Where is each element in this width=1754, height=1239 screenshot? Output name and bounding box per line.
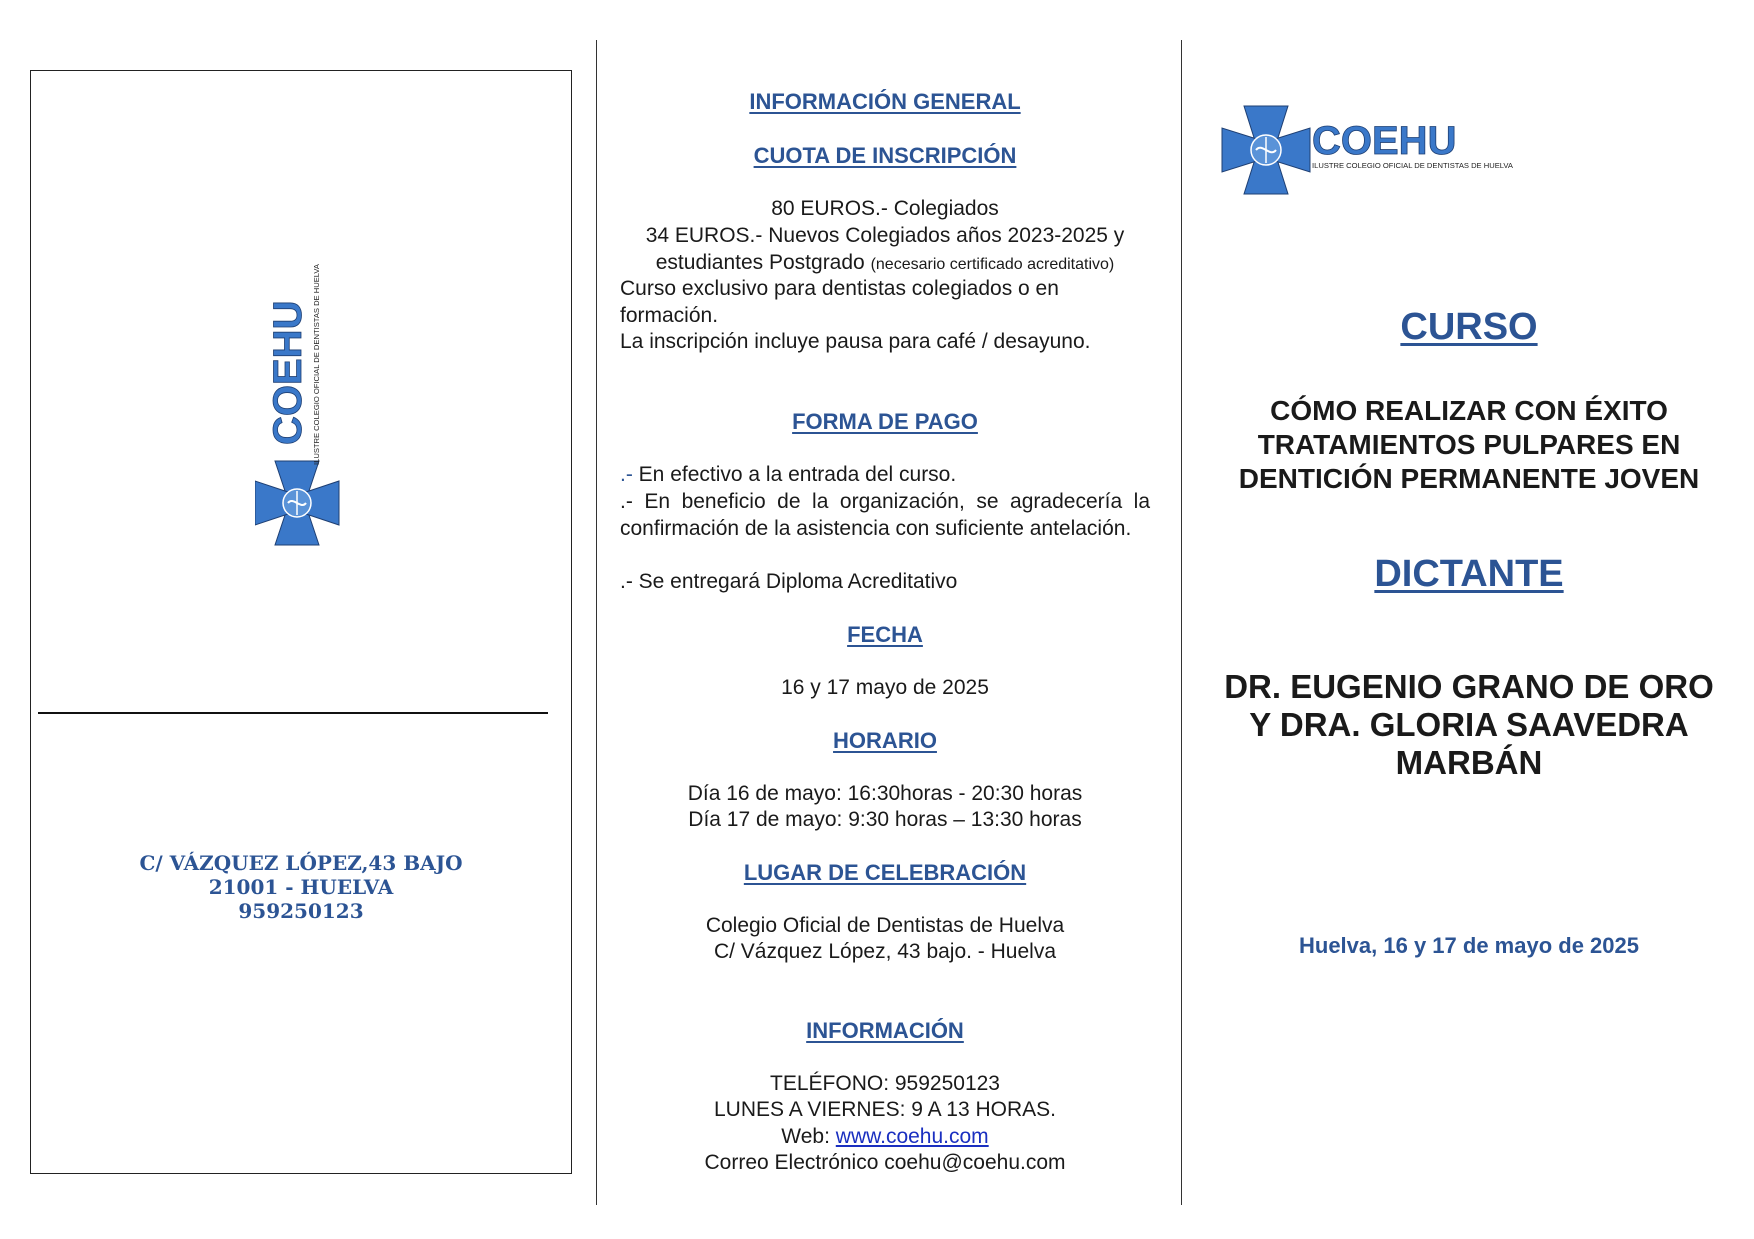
- heading-informacion-general: INFORMACIÓN GENERAL: [749, 89, 1021, 114]
- column-separator-left: [596, 40, 597, 1205]
- course-exclusive-note: Curso exclusivo para dentistas colegiados o en formación.: [620, 277, 1059, 327]
- logo-subtitle-text: ILUSTRE COLEGIO OFICIAL DE DENTISTAS DE HUELVA: [312, 264, 321, 465]
- maltese-cross-icon: [1222, 106, 1310, 194]
- left-panel-frame: [30, 70, 572, 1174]
- speaker-line3: MARBÁN: [1395, 744, 1543, 781]
- logo-brand-text: COEHU: [266, 300, 310, 445]
- fee-estudiantes-main: estudiantes Postgrado: [655, 251, 865, 274]
- payment-item-confirmation: .- En beneficio de la organización, se agradecería la confirmación de la asistencia con suficiente antelación.: [620, 490, 1150, 540]
- fee-nuevos-colegiados: 34 EUROS.- Nuevos Colegiados años 2023-2025 y: [645, 224, 1125, 247]
- heading-forma-de-pago: FORMA DE PAGO: [792, 409, 978, 434]
- coehu-logo-horizontal: [1216, 100, 1566, 200]
- maltese-cross-icon: [255, 461, 339, 545]
- web-label: Web:: [781, 1125, 830, 1148]
- address-phone: 959250123: [238, 899, 364, 923]
- course-title-line3: DENTICIÓN PERMANENTE JOVEN: [1238, 463, 1700, 494]
- fee-estudiantes: [620, 250, 1150, 279]
- heading-informacion: INFORMACIÓN: [806, 1018, 964, 1043]
- schedule-day-17: Día 17 de mayo: 9:30 horas – 13:30 horas: [688, 808, 1082, 831]
- heading-dictante: DICTANTE: [1374, 553, 1564, 595]
- course-title-line2: TRATAMIENTOS PULPARES EN: [1257, 429, 1681, 460]
- venue-name: Colegio Oficial de Dentistas de Huelva: [705, 914, 1065, 937]
- heading-cuota-inscripcion: CUOTA DE INSCRIPCIÓN: [753, 143, 1017, 168]
- logo-brand-text: COEHU: [1312, 119, 1457, 163]
- fee-colegiados: 80 EUROS.- Colegiados: [771, 197, 999, 220]
- heading-fecha: FECHA: [847, 622, 923, 647]
- payment-item-diploma: .- Se entregará Diploma Acreditativo: [620, 570, 958, 593]
- speaker-line2: Y DRA. GLORIA SAAVEDRA: [1249, 706, 1689, 743]
- speaker-line1: DR. EUGENIO GRANO DE ORO: [1224, 668, 1714, 705]
- registration-includes-note: La inscripción incluye pausa para café / desayuno.: [620, 330, 1091, 353]
- coehu-logo-vertical: [255, 245, 340, 550]
- column-separator-right: [1181, 40, 1182, 1205]
- address-line-city: 21001 - HUELVA: [208, 875, 394, 899]
- contact-web: [620, 1124, 1150, 1151]
- payment-item-cash-text: En efectivo a la entrada del curso.: [638, 463, 957, 486]
- website-link[interactable]: www.coehu.com: [835, 1125, 989, 1148]
- divider-line: [38, 712, 548, 714]
- heading-lugar-celebracion: LUGAR DE CELEBRACIÓN: [743, 860, 1027, 885]
- contact-phone: TELÉFONO: 959250123: [770, 1072, 1000, 1095]
- footer-date: Huelva, 16 y 17 de mayo de 2025: [1299, 933, 1639, 958]
- logo-subtitle-text: ILUSTRE COLEGIO OFICIAL DE DENTISTAS DE HUELVA: [1312, 161, 1513, 170]
- address-line-street: C/ VÁZQUEZ LÓPEZ,43 BAJO: [139, 851, 463, 875]
- payment-item-cash: [620, 462, 1150, 489]
- contact-hours: LUNES A VIERNES: 9 A 13 HORAS.: [714, 1098, 1056, 1121]
- course-title-line1: CÓMO REALIZAR CON ÉXITO: [1270, 395, 1668, 426]
- fee-estudiantes-note: (necesario certificado acreditativo): [870, 256, 1115, 273]
- heading-curso: CURSO: [1400, 306, 1538, 348]
- heading-horario: HORARIO: [833, 728, 937, 753]
- payment-item-marker: .-: [620, 463, 633, 486]
- schedule-day-16: Día 16 de mayo: 16:30horas - 20:30 horas: [687, 782, 1083, 805]
- course-date: 16 y 17 mayo de 2025: [781, 676, 989, 699]
- contact-email: Correo Electrónico coehu@coehu.com: [704, 1151, 1066, 1174]
- venue-address: C/ Vázquez López, 43 bajo. - Huelva: [713, 940, 1057, 963]
